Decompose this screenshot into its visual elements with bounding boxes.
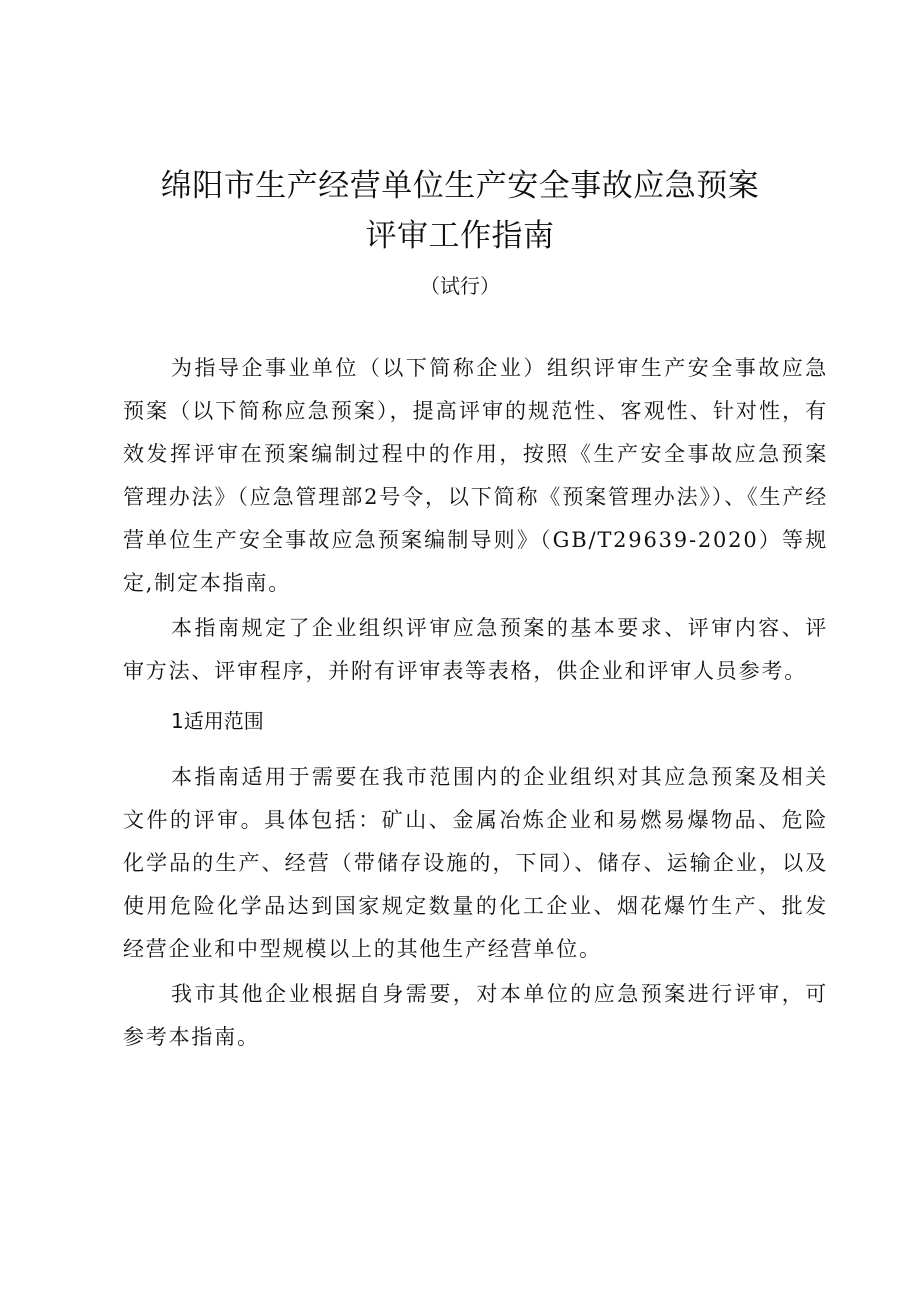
document-title-line-1: 绵阳市生产经营单位生产安全事故应急预案 [160, 168, 760, 204]
document-title-line-2: 评审工作指南 [365, 218, 555, 254]
intro-paragraph-1: 为指导企事业单位（以下简称企业）组织评审生产安全事故应急预案（以下简称应急预案），提高评审的规范性、客观性、针对性，有效发挥评审在预案编制过程中的作用，按照《生产安全事故应急预案管理办法》（应急管理部2号令，以下简称《预案管理办法》）、《生产经营单位生产安全事故应急预案编制导则》（GB/T29639-2020）等规定,制定本指南。 [123, 356, 828, 595]
document-subtitle: （试行） [420, 274, 500, 298]
section-1-paragraph-2: 我市其他企业根据自身需要，对本单位的应急预案进行评审，可参考本指南。 [123, 982, 828, 1049]
intro-paragraph-2: 本指南规定了企业组织评审应急预案的基本要求、评审内容、评审方法、评审程序，并附有评审表等表格，供企业和评审人员参考。 [123, 616, 828, 683]
document-body [123, 347, 828, 1059]
section-1-heading: 1适用范围 [171, 709, 264, 733]
section-1-paragraph-1: 本指南适用于需要在我市范围内的企业组织对其应急预案及相关文件的评审。具体包括：矿山、金属冶炼企业和易燃易爆物品、危险化学品的生产、经营（带储存设施的，下同）、储存、运输企业，以及使用危险化学品达到国家规定数量的化工企业、烟花爆竹生产、批发经营企业和中型规模以上的其他生产经营单位。 [123, 765, 828, 961]
